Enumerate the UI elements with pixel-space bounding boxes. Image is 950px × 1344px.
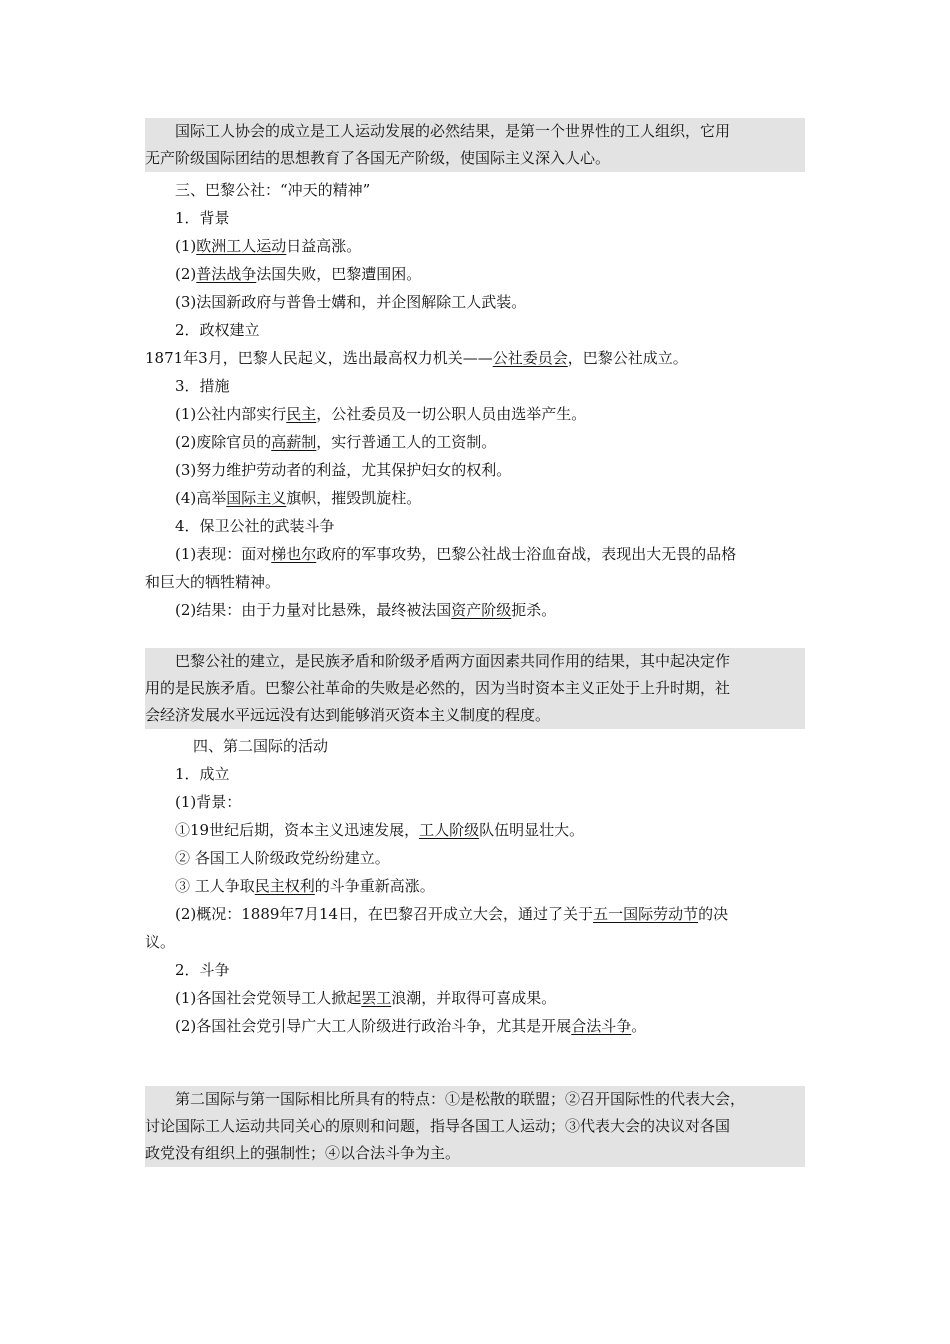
list-item-continuation: 议。 [145, 933, 176, 951]
list-item: (3)法国新政府与普鲁士媾和，并企图解除工人武装。 [175, 293, 527, 311]
subsection-title-founding: 1．成立 [175, 765, 230, 783]
underlined-term: 合法斗争 [571, 1017, 632, 1035]
section-title-paris-commune: 三、巴黎公社：“冲天的精神” [175, 181, 371, 199]
box-line: 会经济发展水平远远没有达到能够消灭资本主义制度的程度。 [145, 706, 551, 724]
list-item: (1)欧洲工人运动日益高涨。 [175, 237, 362, 255]
list-item: (2)各国社会党引导广大工人阶级进行政治斗争，尤其是开展合法斗争。 [175, 1017, 647, 1035]
underlined-term: 高薪制 [271, 433, 317, 451]
underlined-term: 资产阶级 [451, 601, 512, 619]
underlined-term: 民主 [286, 405, 317, 423]
subsection-title-measures: 3．措施 [175, 377, 230, 395]
subsection-title-armed-struggle: 4．保卫公社的武装斗争 [175, 517, 335, 535]
underlined-term: 普法战争 [196, 265, 257, 283]
underlined-term: 罢工 [361, 989, 392, 1007]
list-item: (3)努力维护劳动者的利益，尤其保护妇女的权利。 [175, 461, 512, 479]
list-item: ② 各国工人阶级政党纷纷建立。 [175, 849, 390, 867]
list-item: (2)废除官员的高薪制，实行普通工人的工资制。 [175, 433, 497, 451]
list-item: (4)高举国际主义旗帜，摧毁凯旋柱。 [175, 489, 422, 507]
box-line: 第二国际与第一国际相比所具有的特点：①是松散的联盟；②召开国际性的代表大会， [175, 1090, 746, 1108]
underlined-term: 国际主义 [226, 489, 287, 507]
box-line: 讨论国际工人运动共同关心的原则和问题，指导各国工人运动；③代表大会的决议对各国 [145, 1117, 731, 1135]
list-item: (1)表现：面对梯也尔政府的军事攻势，巴黎公社战士浴血奋战，表现出大无畏的品格 [175, 545, 737, 563]
box-line: 国际工人协会的成立是工人运动发展的必然结果，是第一个世界性的工人组织，它用 [175, 122, 731, 140]
list-item: (2)概况：1889年7月14日，在巴黎召开成立大会，通过了关于五一国际劳动节的决 [175, 905, 729, 923]
list-item: ①19世纪后期，资本主义迅速发展，工人阶级队伍明显壮大。 [175, 821, 585, 839]
subsection-title-struggle: 2．斗争 [175, 961, 230, 979]
underlined-term: 梯也尔 [271, 545, 317, 563]
list-item-continuation: 和巨大的牺牲精神。 [145, 573, 281, 591]
summary-box-second-international [145, 1086, 805, 1167]
paragraph: 1871年3月，巴黎人民起义，选出最高权力机关——公社委员会，巴黎公社成立。 [145, 349, 688, 367]
box-line: 政党没有组织上的强制性；④以合法斗争为主。 [145, 1144, 461, 1162]
list-item: (2)结果：由于力量对比悬殊，最终被法国资产阶级扼杀。 [175, 601, 557, 619]
summary-box-first-international [145, 118, 805, 172]
list-item: (1)各国社会党领导工人掀起罢工浪潮，并取得可喜成果。 [175, 989, 557, 1007]
underlined-term: 五一国际劳动节 [593, 905, 699, 923]
list-item: (1)背景： [175, 793, 242, 811]
list-item: (1)公社内部实行民主，公社委员及一切公职人员由选举产生。 [175, 405, 587, 423]
box-line: 用的是民族矛盾。巴黎公社革命的失败是必然的，因为当时资本主义正处于上升时期，社 [145, 679, 731, 697]
section-title-second-international: 四、第二国际的活动 [193, 737, 329, 755]
list-item: (2)普法战争法国失败，巴黎遭围困。 [175, 265, 422, 283]
box-line: 巴黎公社的建立，是民族矛盾和阶级矛盾两方面因素共同作用的结果，其中起决定作 [175, 652, 731, 670]
underlined-term: 欧洲工人运动 [196, 237, 287, 255]
underlined-term: 工人阶级 [419, 821, 480, 839]
list-item: ③ 工人争取民主权利的斗争重新高涨。 [175, 877, 435, 895]
summary-box-paris-commune [145, 648, 805, 729]
subsection-title-establishment: 2．政权建立 [175, 321, 260, 339]
subsection-title-background: 1．背景 [175, 209, 230, 227]
underlined-term: 公社委员会 [492, 349, 568, 367]
underlined-term: 民主权利 [254, 877, 315, 895]
box-line: 无产阶级国际团结的思想教育了各国无产阶级，使国际主义深入人心。 [145, 149, 611, 167]
